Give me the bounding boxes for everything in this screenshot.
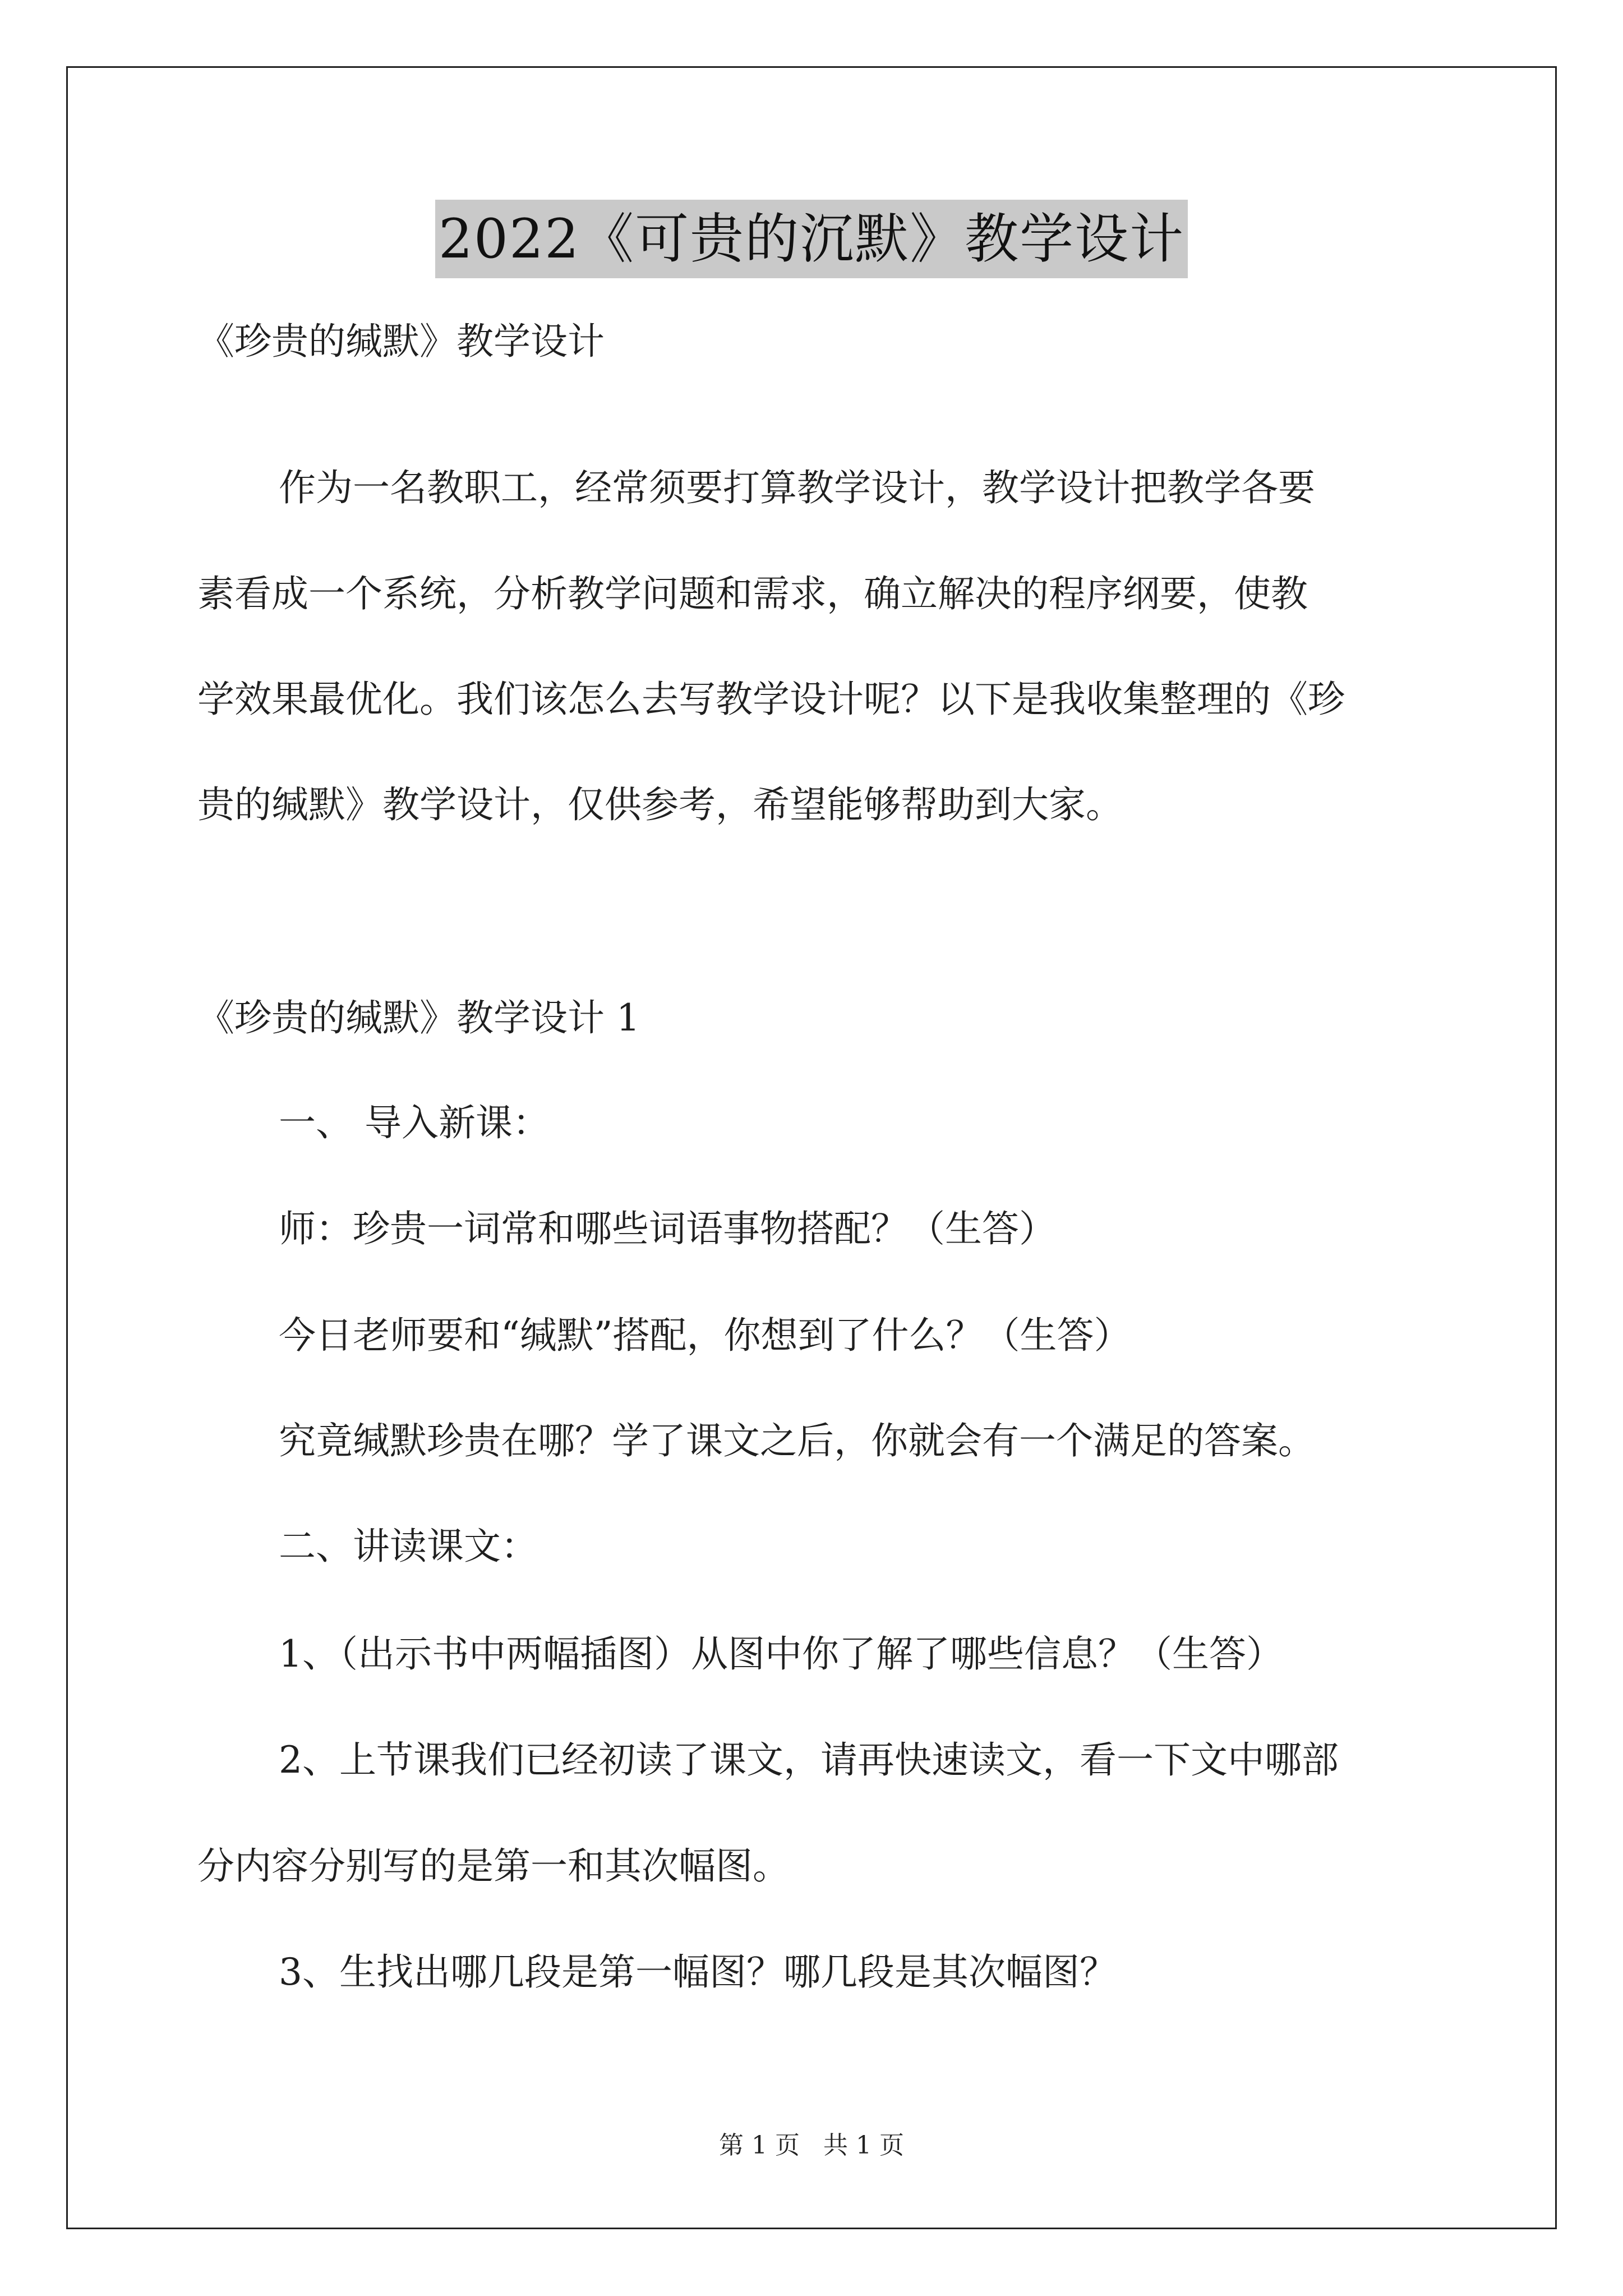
paragraph-line: 2、上节课我们已经初读了课文，请再快速读文，看一下文中哪部	[279, 1738, 1339, 1782]
paragraph-line: 今日老师要和“缄默”搭配，你想到了什么？（生答）	[279, 1314, 1131, 1357]
paragraph-line: 3、生找出哪几段是第一幅图？哪几段是其次幅图？	[279, 1950, 1117, 1994]
paragraph-line: 1、（出示书中两幅插图）从图中你了解了哪些信息？（生答）	[279, 1632, 1283, 1676]
section-heading: 《珍贵的缄默》教学设计 1	[197, 996, 640, 1039]
paragraph-line: 究竟缄默珍贵在哪？学了课文之后，你就会有一个满足的答案。	[279, 1419, 1315, 1462]
page-total: 共 1 页	[823, 2131, 904, 2160]
document-title: 2022《可贵的沉默》教学设计	[435, 200, 1188, 278]
paragraph-line: 分内容分别写的是第一和其次幅图。	[197, 1844, 790, 1888]
page-number: 第 1 页	[719, 2131, 800, 2160]
page-border	[66, 66, 1557, 2229]
title-container	[0, 200, 1623, 278]
paragraph-line: 二、讲读课文：	[279, 1525, 538, 1568]
paragraph-line: 作为一名教职工，经常须要打算教学设计，教学设计把教学各要	[279, 466, 1315, 509]
paragraph-line: 一、 导入新课：	[279, 1101, 550, 1144]
paragraph-line: 素看成一个系统，分析教学问题和需求，确立解决的程序纲要，使教	[197, 572, 1308, 615]
paragraph-line: 学效果最优化。我们该怎么去写教学设计呢？以下是我收集整理的《珍	[197, 678, 1345, 721]
paragraph-line: 贵的缄默》教学设计，仅供参考，希望能够帮助到大家。	[197, 783, 1123, 826]
page-footer	[0, 2129, 1623, 2162]
subtitle: 《珍贵的缄默》教学设计	[197, 320, 605, 363]
paragraph-line: 师：珍贵一词常和哪些词语事物搭配？（生答）	[279, 1207, 1056, 1250]
